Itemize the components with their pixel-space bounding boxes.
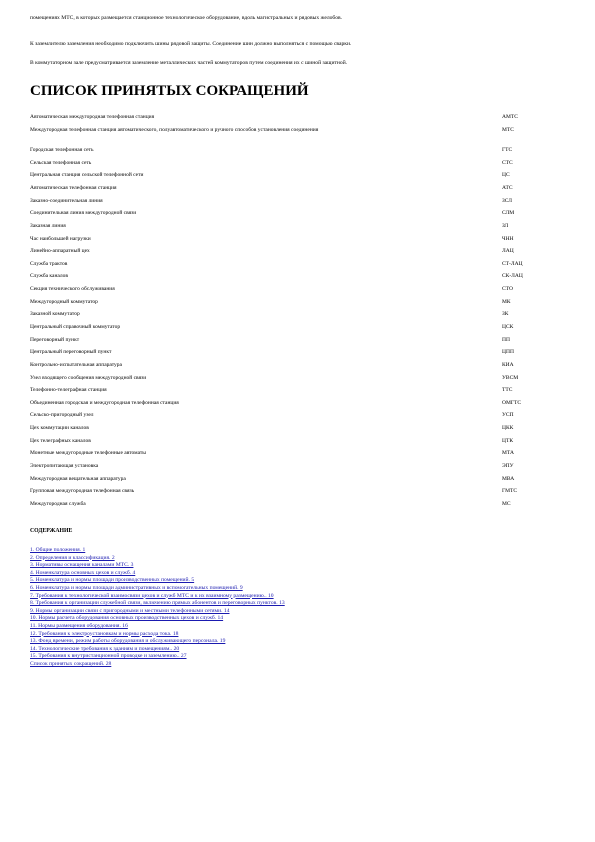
abbreviation-full-name: Секция технического обслуживания xyxy=(30,286,115,293)
toc-item xyxy=(30,562,550,570)
toc-link[interactable]: 15. Требования к внутристанционной проводке и заземлению.. 27 xyxy=(30,653,187,660)
abbreviation-short: СК-ЛАЦ xyxy=(502,273,523,280)
abbreviation-short: УСП xyxy=(502,412,514,419)
abbreviation-short: КИА xyxy=(502,361,514,368)
abbreviation-full-name: Цех телеграфных каналов xyxy=(30,437,91,444)
abbreviation-short: ЦСК xyxy=(502,324,514,330)
abbreviation-row xyxy=(30,425,550,438)
abbreviation-full-name: Электропитающая установка xyxy=(30,463,99,470)
table-of-contents xyxy=(30,547,550,669)
toc-item xyxy=(30,570,550,578)
abbreviation-row xyxy=(30,185,550,198)
abbreviation-full-name: Служба каналов xyxy=(30,273,68,280)
abbreviation-full-name: Соединительная линия междугородной связи xyxy=(30,210,137,217)
abbreviation-short: ЗЛ xyxy=(502,222,509,229)
abbreviation-short: ГТС xyxy=(502,147,513,154)
abbreviation-short: СЛМ xyxy=(502,210,515,217)
toc-item xyxy=(30,661,550,669)
abbreviation-short: ЦКК xyxy=(502,425,514,432)
toc-item xyxy=(30,615,550,623)
abbreviation-short: УВСМ xyxy=(502,374,519,381)
contents-heading: СОДЕРЖАНИЕ xyxy=(30,528,73,534)
abbreviation-short: ЗК xyxy=(502,311,509,318)
abbreviation-full-name: Монетные междугородные телефонные автоматы xyxy=(30,450,147,457)
abbreviation-row xyxy=(30,501,550,514)
abbreviation-full-name: Междугородная служба xyxy=(30,500,86,507)
abbreviation-row xyxy=(30,324,550,337)
toc-link[interactable]: 1. Общие положения. 1 xyxy=(30,547,86,553)
abbreviation-row xyxy=(30,299,550,312)
abbreviation-row xyxy=(30,438,550,451)
abbreviation-row xyxy=(30,223,550,236)
abbreviation-short: МС xyxy=(502,500,511,507)
toc-link[interactable]: 2. Определения и классификация. 2 xyxy=(30,554,115,561)
abbreviation-full-name: Заказная линия xyxy=(30,222,66,229)
toc-link[interactable]: 4. Номенклатура основных цехов и служб. 4 xyxy=(30,569,136,576)
abbreviation-full-name: Час наибольшей нагрузки xyxy=(30,235,91,242)
toc-item xyxy=(30,646,550,654)
abbreviation-row xyxy=(30,400,550,413)
abbreviation-row xyxy=(30,362,550,375)
toc-link[interactable]: 5. Номенклатура и нормы площади производственных помещений. 5 xyxy=(30,577,195,584)
toc-link[interactable]: 6. Номенклатура и нормы площади административных и вспомогательных помещений. 9 xyxy=(30,584,243,591)
abbreviation-row xyxy=(30,412,550,425)
toc-item xyxy=(30,555,550,563)
abbreviation-full-name: Междугородный коммутатор xyxy=(30,298,98,305)
paragraph-equipment-rooms: помещениях МТС, в которых размещается станционное технологическое оборудование, вдоль магистральных и рядовых желобов. xyxy=(30,15,343,21)
toc-item xyxy=(30,638,550,646)
abbreviation-row xyxy=(30,311,550,324)
abbreviation-short: МТА xyxy=(502,450,514,457)
abbreviation-short: ЧНН xyxy=(502,235,514,242)
abbreviation-row xyxy=(30,476,550,489)
abbreviation-short: МК xyxy=(502,298,511,305)
abbreviation-short: ЭПУ xyxy=(502,463,514,470)
abbreviation-short: СТО xyxy=(502,286,513,293)
abbreviation-full-name: Цех коммутации каналов xyxy=(30,425,89,432)
toc-link[interactable]: 12. Требования к электроустановкам и нормы расхода тока. 18 xyxy=(30,630,179,637)
abbreviation-short: АМТС xyxy=(502,114,518,120)
toc-link[interactable]: 14. Технологические требования к зданиям и помещениям.. 20 xyxy=(30,645,180,652)
abbreviation-short: ТТС xyxy=(502,387,513,394)
abbreviation-full-name: Заказно-соединительная линия xyxy=(30,197,103,204)
toc-item xyxy=(30,585,550,593)
abbreviation-row xyxy=(30,488,550,501)
abbreviation-full-name: Междугородная вещательная аппаратура xyxy=(30,475,126,482)
toc-item xyxy=(30,653,550,661)
abbreviation-full-name: Центральная станция сельской телефонной сети xyxy=(30,172,144,179)
abbreviation-full-name: Контрольно-испытательная аппаратура xyxy=(30,361,122,368)
toc-item xyxy=(30,593,550,601)
abbreviation-full-name: Линейно-аппаратный цех xyxy=(30,248,90,255)
paragraph-switchboard-grounding: В коммутаторном зале предусматривается заземление металлических частей коммутаторов путем соединения их с шиной защитной. xyxy=(30,60,348,66)
toc-item xyxy=(30,577,550,585)
abbreviation-row xyxy=(30,273,550,286)
abbreviation-row xyxy=(30,114,550,127)
abbreviation-row xyxy=(30,375,550,388)
toc-item xyxy=(30,547,550,555)
abbreviation-short: ОМГТС xyxy=(502,399,522,406)
abbreviation-short: ЗСЛ xyxy=(502,197,513,204)
abbreviation-short: ЦС xyxy=(502,172,510,179)
paragraph-grounding-busbars: К заземлителю заземления необходимо подключить шины рядовой защиты. Соединение шин должно выполняться с помощью сварки. xyxy=(30,41,352,47)
abbreviation-short: СТ-ЛАЦ xyxy=(502,260,523,267)
abbreviations-table xyxy=(30,114,550,514)
abbreviation-row xyxy=(30,160,550,173)
abbreviation-row xyxy=(30,286,550,299)
abbreviation-full-name: Автоматическая междугородная телефонная станция xyxy=(30,114,155,120)
abbreviation-full-name: Телефонно-телеграфная станция xyxy=(30,387,107,394)
abbreviation-short: ЛАЦ xyxy=(502,248,514,255)
abbreviation-full-name: Сельская телефонная сеть xyxy=(30,159,92,166)
toc-link[interactable]: 13. Фонд времени, режим работы оборудования и обслуживающего персонала. 19 xyxy=(30,638,226,645)
toc-link[interactable]: 7. Требования к технологической взаимосвязи цехов и служб МТС и к их взаимному размещению.. 10 xyxy=(30,592,274,599)
abbreviation-short: МТС xyxy=(502,126,514,133)
abbreviation-short: СТС xyxy=(502,159,513,166)
abbreviation-full-name: Центральный переговорный пункт xyxy=(30,349,112,356)
toc-item xyxy=(30,631,550,639)
abbreviation-short: ПП xyxy=(502,336,510,343)
abbreviation-full-name: Объединенная городская и междугородная телефонная станция xyxy=(30,399,179,406)
abbreviation-row xyxy=(30,463,550,476)
abbreviations-heading: СПИСОК ПРИНЯТЫХ СОКРАЩЕНИЙ xyxy=(30,83,309,99)
abbreviation-full-name: Автоматическая телефонная станция xyxy=(30,184,117,191)
abbreviation-short: АТС xyxy=(502,184,513,191)
abbreviation-row xyxy=(30,236,550,249)
abbreviation-full-name: Групповая междугородная телефонная связь xyxy=(30,488,135,495)
abbreviation-short: ЦТК xyxy=(502,437,513,444)
toc-link[interactable]: 10. Нормы расчета оборудования основных производственных цехов и служб. 14 xyxy=(30,615,224,622)
abbreviation-full-name: Сельско-пригородный узел xyxy=(30,412,94,419)
toc-item xyxy=(30,623,550,631)
toc-item xyxy=(30,608,550,616)
abbreviation-row xyxy=(30,349,550,362)
toc-link[interactable]: 3. Нормативы оснащения каналами МТС. 3 xyxy=(30,562,134,569)
abbreviation-full-name: Узел входящего сообщения междугородной связи xyxy=(30,374,147,381)
toc-link[interactable]: Список принятых сокращений. 28 xyxy=(30,660,112,667)
abbreviation-row xyxy=(30,172,550,185)
abbreviation-short: ЦПП xyxy=(502,349,514,356)
abbreviation-row xyxy=(30,210,550,223)
abbreviation-row xyxy=(30,198,550,211)
abbreviation-row xyxy=(30,127,550,147)
abbreviation-short: МВА xyxy=(502,475,515,482)
abbreviation-full-name: Центральный справочный коммутатор xyxy=(30,324,121,330)
toc-link[interactable]: 9. Нормы организации связи с пригородными и местными телефонными сетями. 14 xyxy=(30,607,230,614)
abbreviation-row xyxy=(30,450,550,463)
abbreviation-row xyxy=(30,261,550,274)
toc-link[interactable]: 11. Нормы размещения оборудования. 16 xyxy=(30,622,128,629)
abbreviation-short: ГМТС xyxy=(502,488,518,495)
abbreviation-full-name: Заказной коммутатор xyxy=(30,311,80,318)
toc-item xyxy=(30,600,550,608)
abbreviation-row xyxy=(30,248,550,261)
abbreviation-row xyxy=(30,147,550,160)
abbreviation-full-name: Служба трактов xyxy=(30,260,68,267)
abbreviation-full-name: Переговорный пункт xyxy=(30,336,80,343)
abbreviation-row xyxy=(30,387,550,400)
toc-link[interactable]: 8. Требования к организации служебной связи, включению прямых абонентов и переговорных пунктов. 13 xyxy=(30,600,285,607)
abbreviation-full-name: Междугородная телефонная станция автоматического, полуавтоматического и ручного способов установления соединения xyxy=(30,126,319,133)
abbreviation-full-name: Городская телефонная сеть xyxy=(30,147,94,154)
abbreviation-row xyxy=(30,337,550,350)
